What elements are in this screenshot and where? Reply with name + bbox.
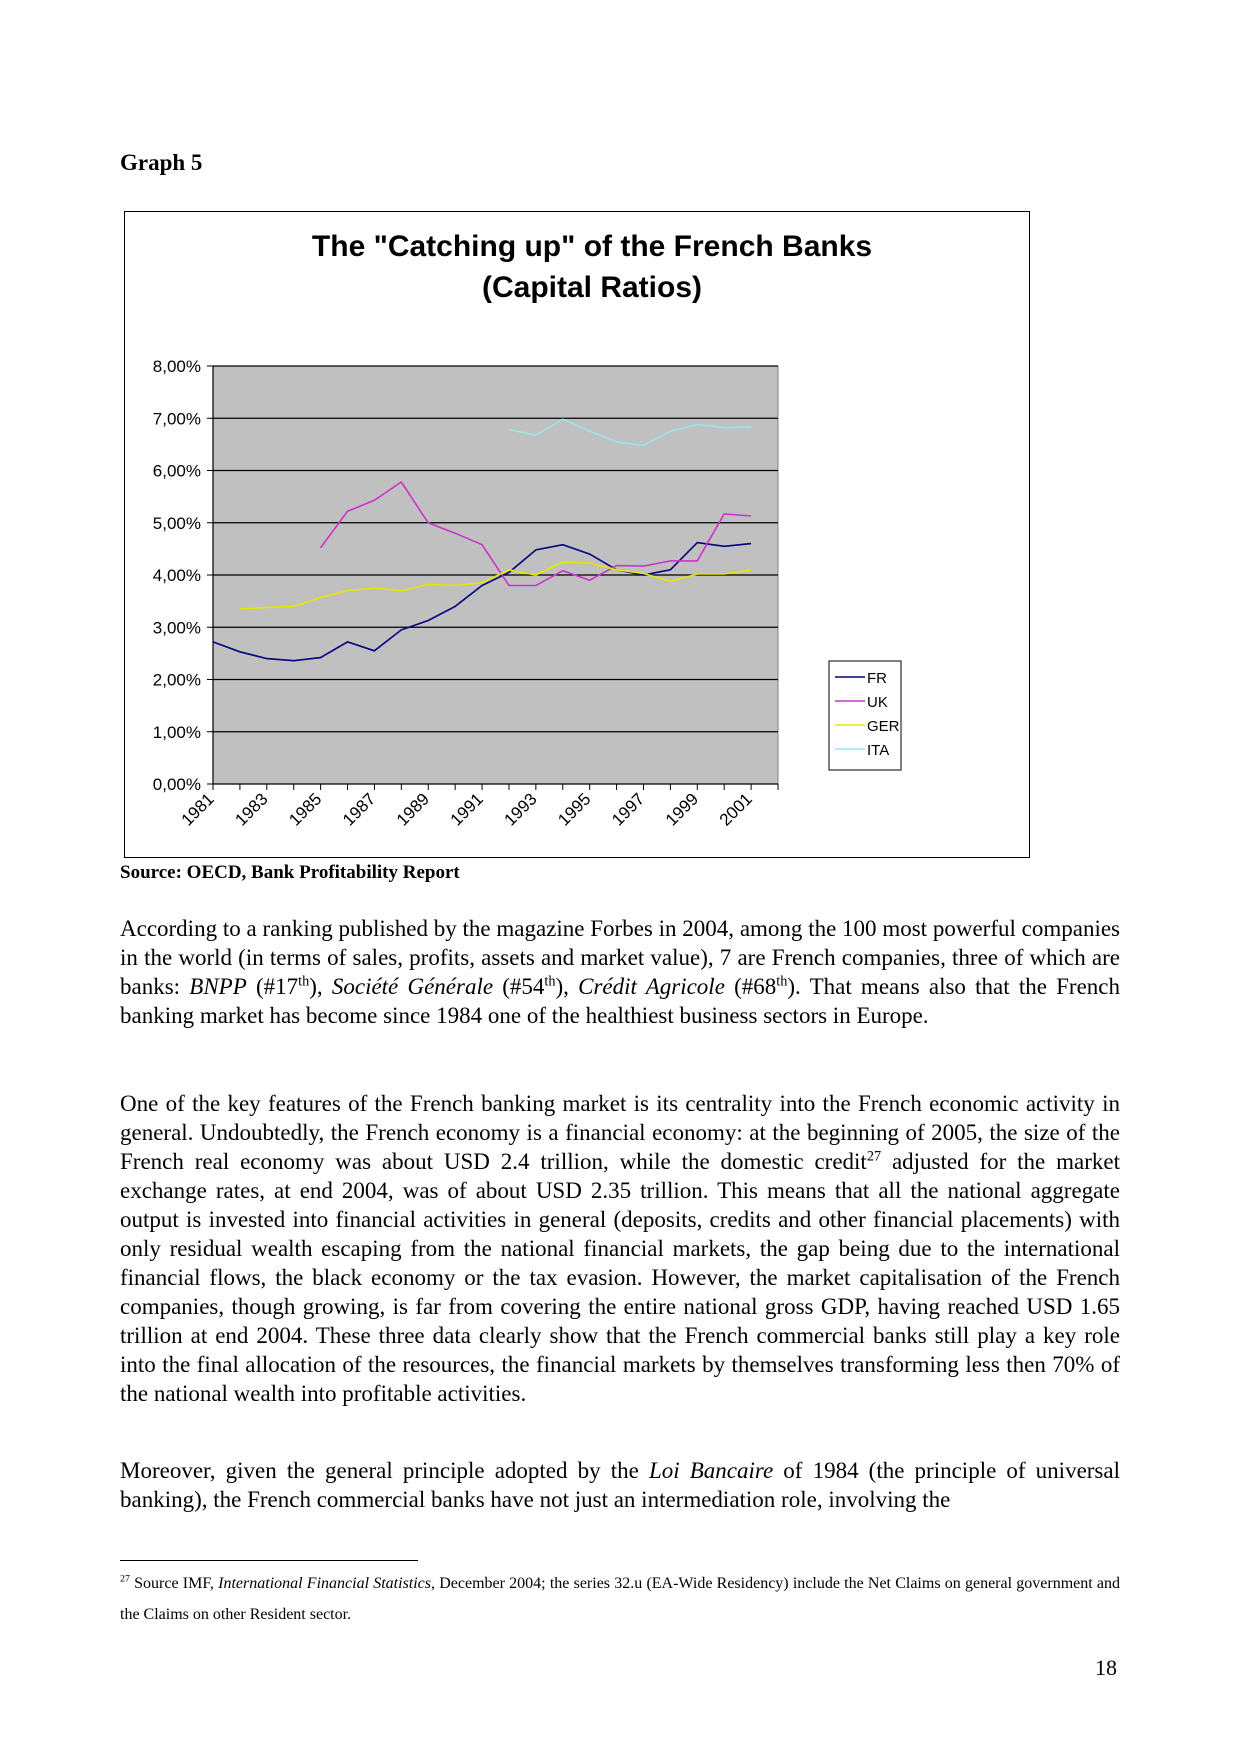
y-tick-label: 7,00% xyxy=(152,409,201,429)
legend-label-fr: FR xyxy=(867,670,887,687)
x-tick-label: 1997 xyxy=(608,789,649,830)
legend-label-ger: GER xyxy=(867,718,900,735)
y-tick-label: 5,00% xyxy=(152,513,201,533)
bank-societe-generale: Société Générale xyxy=(331,974,494,999)
paragraph-2-text-1: One of the key features of the French banking market is its centrality into the French economic activity in general. Undoubtedly, the French economy is a financial economy: at the beginning of 2005, the size of the French real economy was about USD 2.4 trillion, while the domestic credit xyxy=(120,1091,1120,1174)
rank-1-suffix: th xyxy=(298,973,310,990)
footnote-text-1: Source IMF, xyxy=(129,1575,219,1592)
rank-3: (#68 xyxy=(724,974,777,999)
y-tick-label: 8,00% xyxy=(152,357,201,376)
legend-label-uk: UK xyxy=(867,694,888,711)
rank-2: (#54 xyxy=(493,974,545,999)
y-tick-label: 3,00% xyxy=(152,618,201,638)
chart-title-line-1: The "Catching up" of the French Banks xyxy=(311,230,873,263)
bank-credit-agricole: Crédit Agricole xyxy=(578,974,725,999)
paragraph-1-text-2: ). That means also that the French banking market has become since 1984 one of the healthiest business sectors in Europe. xyxy=(120,974,1120,1028)
x-tick-label: 1991 xyxy=(446,789,487,830)
paragraph-3-text-2: of 1984 (the principle of universal banking), the French commercial banks have not just an intermediation role, involving the xyxy=(120,1458,1120,1512)
rank-1: (#17 xyxy=(246,974,299,999)
x-tick-label: 1989 xyxy=(392,789,434,830)
y-tick-label: 4,00% xyxy=(152,566,201,585)
x-tick-label: 2001 xyxy=(715,789,756,830)
close-1: ), xyxy=(309,974,332,999)
x-tick-label: 1993 xyxy=(500,789,541,830)
y-tick-label: 2,00% xyxy=(152,670,201,690)
chart-source: Source: OECD, Bank Profitability Report xyxy=(120,862,460,883)
chart-frame xyxy=(124,211,1030,858)
x-tick-label: 1995 xyxy=(554,789,595,830)
paragraph-3 xyxy=(120,1456,1120,1514)
paragraph-2-text-2: adjusted for the market exchange rates, at end 2004, was of about USD 2.35 trillion. This means that all the national aggregate output is invested into financial activities in general (deposits, credits and other financial placements) with only residual wealth escaping from the national financial markets, the gap being due to the international financial flows, the black economy or the tax evasion. However, the market capitalisation of the French companies, though growing, is far from covering the entire national gross GDP, having reached USD 1.65 trillion at end 2004. These three data clearly show that the French commercial banks still play a key role into the final allocation of the resources, the financial markets by themselves transforming less then 70% of the national wealth into profitable activities. xyxy=(120,1149,1120,1406)
footnote-text-2: , December 2004; the series 32.u (EA-Wide Residency) include the Net Claims on general government and the Claims on other Resident sector. xyxy=(120,1575,1120,1623)
paragraph-1-text-1: According to a ranking published by the magazine Forbes in 2004, among the 100 most powerful companies in the world (in terms of sales, profits, assets and market value), 7 are French companies, three of which are banks: xyxy=(120,916,1120,999)
footnote-publication: International Financial Statistics xyxy=(218,1575,432,1592)
rank-2-suffix: th xyxy=(544,973,556,990)
legend-label-ita: ITA xyxy=(867,742,890,759)
rank-3-suffix: th xyxy=(776,973,788,990)
bank-bnpp: BNPP xyxy=(189,974,247,999)
x-tick-label: 1983 xyxy=(231,789,272,830)
capital-ratios-chart xyxy=(125,212,1029,857)
paragraph-1 xyxy=(120,914,1120,1030)
x-tick-label: 1999 xyxy=(661,789,703,830)
paragraph-2 xyxy=(120,1089,1120,1408)
x-tick-label: 1981 xyxy=(177,789,218,830)
footnote-number: 27 xyxy=(120,1573,130,1585)
paragraph-3-text-1: Moreover, given the general principle adopted by the xyxy=(120,1458,649,1483)
y-tick-label: 0,00% xyxy=(152,775,201,794)
close-2: ), xyxy=(555,974,579,999)
y-tick-label: 6,00% xyxy=(152,461,201,481)
graph-label: Graph 5 xyxy=(120,150,203,175)
footnote-27 xyxy=(120,1568,1120,1630)
x-tick-label: 1987 xyxy=(339,789,380,830)
page-number: 18 xyxy=(1095,1655,1117,1680)
footnote-ref-27[interactable]: 27 xyxy=(866,1148,882,1165)
y-tick-label: 1,00% xyxy=(152,722,201,742)
chart-title-line-2: (Capital Ratios) xyxy=(481,271,703,304)
loi-bancaire: Loi Bancaire xyxy=(648,1458,774,1483)
x-tick-label: 1985 xyxy=(285,789,326,830)
footnote-divider xyxy=(120,1560,418,1561)
